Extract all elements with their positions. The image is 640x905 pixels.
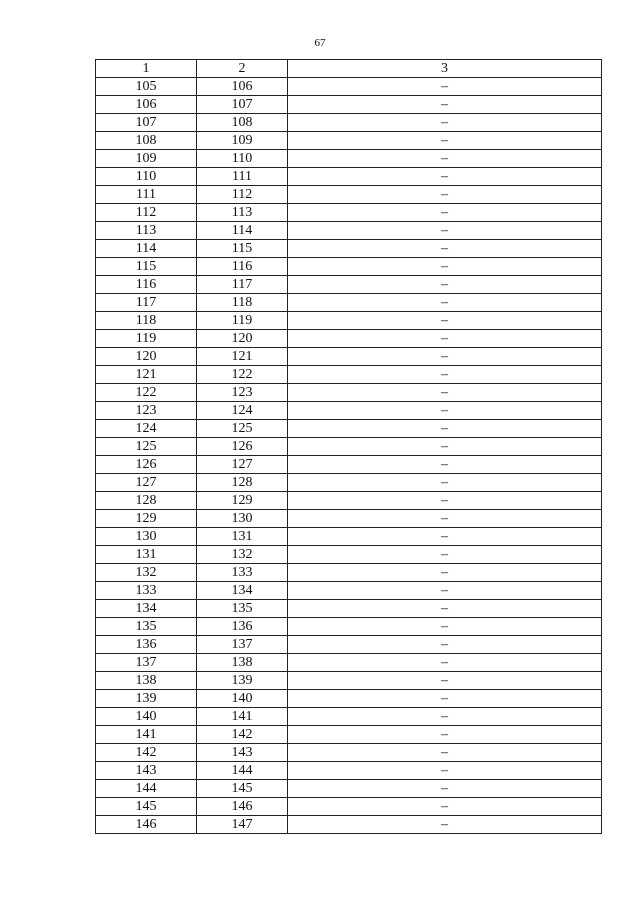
table-cell-col-2: 135 xyxy=(197,600,288,618)
table-row xyxy=(96,402,602,420)
table-cell-col-2: 127 xyxy=(197,456,288,474)
table-cell-col-2: 122 xyxy=(197,366,288,384)
table-cell-col-2: 130 xyxy=(197,510,288,528)
table-cell-col-1: 122 xyxy=(96,384,197,402)
table-row xyxy=(96,744,602,762)
table-cell-col-1: 146 xyxy=(96,816,197,834)
table-header xyxy=(96,60,602,78)
table-row xyxy=(96,114,602,132)
table-cell-col-1: 134 xyxy=(96,600,197,618)
table-cell-col-2: 134 xyxy=(197,582,288,600)
table-row xyxy=(96,582,602,600)
table-cell-col-1: 124 xyxy=(96,420,197,438)
table-row xyxy=(96,708,602,726)
table-cell-col-3: – xyxy=(288,510,602,528)
table-cell-col-1: 113 xyxy=(96,222,197,240)
table-row xyxy=(96,780,602,798)
table-cell-col-2: 146 xyxy=(197,798,288,816)
table-cell-col-2: 125 xyxy=(197,420,288,438)
table-row xyxy=(96,294,602,312)
table-cell-col-2: 117 xyxy=(197,276,288,294)
table-cell-col-1: 120 xyxy=(96,348,197,366)
table-row xyxy=(96,456,602,474)
table-cell-col-3: – xyxy=(288,114,602,132)
table-cell-col-2: 139 xyxy=(197,672,288,690)
table-cell-col-2: 138 xyxy=(197,654,288,672)
table-cell-col-3: – xyxy=(288,168,602,186)
table-cell-col-2: 128 xyxy=(197,474,288,492)
table-cell-col-1: 130 xyxy=(96,528,197,546)
table-cell-col-2: 143 xyxy=(197,744,288,762)
table-cell-col-2: 112 xyxy=(197,186,288,204)
table-row xyxy=(96,240,602,258)
table-cell-col-1: 141 xyxy=(96,726,197,744)
table-cell-col-2: 145 xyxy=(197,780,288,798)
table-cell-col-3: – xyxy=(288,618,602,636)
table-cell-col-1: 142 xyxy=(96,744,197,762)
table-cell-col-3: – xyxy=(288,690,602,708)
table-cell-col-3: – xyxy=(288,528,602,546)
table-row xyxy=(96,726,602,744)
table-row xyxy=(96,186,602,204)
table-cell-col-2: 120 xyxy=(197,330,288,348)
table-row xyxy=(96,312,602,330)
table-row xyxy=(96,636,602,654)
table-cell-col-2: 136 xyxy=(197,618,288,636)
table-cell-col-3: – xyxy=(288,222,602,240)
table-cell-col-1: 125 xyxy=(96,438,197,456)
table-cell-col-2: 133 xyxy=(197,564,288,582)
table-cell-col-3: – xyxy=(288,708,602,726)
table-cell-col-2: 110 xyxy=(197,150,288,168)
table-cell-col-3: – xyxy=(288,582,602,600)
table-row xyxy=(96,600,602,618)
table-row xyxy=(96,384,602,402)
table-cell-col-2: 114 xyxy=(197,222,288,240)
table-cell-col-1: 109 xyxy=(96,150,197,168)
table-cell-col-1: 128 xyxy=(96,492,197,510)
table-row xyxy=(96,798,602,816)
table-cell-col-3: – xyxy=(288,474,602,492)
table-row xyxy=(96,672,602,690)
table-cell-col-2: 107 xyxy=(197,96,288,114)
table-cell-col-2: 141 xyxy=(197,708,288,726)
header-row xyxy=(96,60,602,78)
column-header-1: 1 xyxy=(96,60,197,78)
table-cell-col-1: 140 xyxy=(96,708,197,726)
table-cell-col-2: 137 xyxy=(197,636,288,654)
table-row xyxy=(96,816,602,834)
table-cell-col-1: 106 xyxy=(96,96,197,114)
table-cell-col-1: 131 xyxy=(96,546,197,564)
table-cell-col-1: 115 xyxy=(96,258,197,276)
table-row xyxy=(96,348,602,366)
table-cell-col-1: 121 xyxy=(96,366,197,384)
table-row xyxy=(96,96,602,114)
table-cell-col-2: 147 xyxy=(197,816,288,834)
table-row xyxy=(96,654,602,672)
table-cell-col-3: – xyxy=(288,384,602,402)
table-cell-col-3: – xyxy=(288,276,602,294)
table-cell-col-2: 109 xyxy=(197,132,288,150)
table-cell-col-1: 117 xyxy=(96,294,197,312)
table-row xyxy=(96,474,602,492)
table-cell-col-2: 111 xyxy=(197,168,288,186)
table-cell-col-1: 105 xyxy=(96,78,197,96)
table-row xyxy=(96,330,602,348)
table-cell-col-1: 118 xyxy=(96,312,197,330)
table-cell-col-2: 142 xyxy=(197,726,288,744)
table-cell-col-1: 107 xyxy=(96,114,197,132)
table-row xyxy=(96,690,602,708)
table-cell-col-1: 143 xyxy=(96,762,197,780)
table-row xyxy=(96,618,602,636)
table-cell-col-2: 129 xyxy=(197,492,288,510)
table-cell-col-3: – xyxy=(288,672,602,690)
table-row xyxy=(96,204,602,222)
table-row xyxy=(96,276,602,294)
table-cell-col-3: – xyxy=(288,492,602,510)
table-cell-col-1: 136 xyxy=(96,636,197,654)
table-cell-col-3: – xyxy=(288,654,602,672)
table-row xyxy=(96,492,602,510)
table-cell-col-3: – xyxy=(288,816,602,834)
table-cell-col-2: 108 xyxy=(197,114,288,132)
table-cell-col-2: 124 xyxy=(197,402,288,420)
table-cell-col-1: 129 xyxy=(96,510,197,528)
table-cell-col-1: 123 xyxy=(96,402,197,420)
table-row xyxy=(96,168,602,186)
table-row xyxy=(96,438,602,456)
table-cell-col-1: 145 xyxy=(96,798,197,816)
table-body xyxy=(96,78,602,834)
table-cell-col-1: 135 xyxy=(96,618,197,636)
table-cell-col-2: 144 xyxy=(197,762,288,780)
table-cell-col-2: 140 xyxy=(197,690,288,708)
table-row xyxy=(96,258,602,276)
table-cell-col-1: 137 xyxy=(96,654,197,672)
table-cell-col-2: 126 xyxy=(197,438,288,456)
table-cell-col-3: – xyxy=(288,348,602,366)
table-cell-col-3: – xyxy=(288,564,602,582)
table-cell-col-1: 126 xyxy=(96,456,197,474)
table-cell-col-1: 110 xyxy=(96,168,197,186)
table-row xyxy=(96,762,602,780)
table-cell-col-1: 112 xyxy=(96,204,197,222)
table-cell-col-3: – xyxy=(288,438,602,456)
table-cell-col-3: – xyxy=(288,366,602,384)
table-cell-col-2: 115 xyxy=(197,240,288,258)
table-cell-col-3: – xyxy=(288,312,602,330)
table-cell-col-1: 144 xyxy=(96,780,197,798)
table-row xyxy=(96,222,602,240)
table-cell-col-3: – xyxy=(288,456,602,474)
table-cell-col-3: – xyxy=(288,96,602,114)
table-cell-col-1: 132 xyxy=(96,564,197,582)
table-cell-col-2: 132 xyxy=(197,546,288,564)
table-row xyxy=(96,528,602,546)
table-cell-col-3: – xyxy=(288,150,602,168)
table-cell-col-3: – xyxy=(288,762,602,780)
table-row xyxy=(96,510,602,528)
table-cell-col-1: 139 xyxy=(96,690,197,708)
table-cell-col-1: 119 xyxy=(96,330,197,348)
table-row xyxy=(96,366,602,384)
table-cell-col-3: – xyxy=(288,240,602,258)
table-cell-col-1: 133 xyxy=(96,582,197,600)
table-cell-col-2: 113 xyxy=(197,204,288,222)
table-row xyxy=(96,546,602,564)
page-number: 67 xyxy=(314,37,326,49)
table-row xyxy=(96,420,602,438)
table-cell-col-3: – xyxy=(288,798,602,816)
table-cell-col-1: 127 xyxy=(96,474,197,492)
table-cell-col-1: 116 xyxy=(96,276,197,294)
column-header-2: 2 xyxy=(197,60,288,78)
table-cell-col-2: 116 xyxy=(197,258,288,276)
table-cell-col-1: 108 xyxy=(96,132,197,150)
table-cell-col-1: 138 xyxy=(96,672,197,690)
table-cell-col-2: 121 xyxy=(197,348,288,366)
table-cell-col-3: – xyxy=(288,204,602,222)
table-cell-col-2: 106 xyxy=(197,78,288,96)
table-row xyxy=(96,78,602,96)
table-cell-col-3: – xyxy=(288,186,602,204)
column-header-3: 3 xyxy=(288,60,602,78)
table-cell-col-3: – xyxy=(288,726,602,744)
table-cell-col-3: – xyxy=(288,546,602,564)
table-cell-col-1: 111 xyxy=(96,186,197,204)
table-cell-col-3: – xyxy=(288,78,602,96)
table-cell-col-2: 131 xyxy=(197,528,288,546)
table-cell-col-1: 114 xyxy=(96,240,197,258)
table-cell-col-3: – xyxy=(288,780,602,798)
table-cell-col-3: – xyxy=(288,330,602,348)
table-row xyxy=(96,150,602,168)
table-cell-col-3: – xyxy=(288,744,602,762)
table-cell-col-3: – xyxy=(288,420,602,438)
table-cell-col-3: – xyxy=(288,402,602,420)
table-cell-col-3: – xyxy=(288,132,602,150)
table-cell-col-2: 123 xyxy=(197,384,288,402)
table-cell-col-3: – xyxy=(288,258,602,276)
table-cell-col-3: – xyxy=(288,636,602,654)
table-cell-col-2: 119 xyxy=(197,312,288,330)
data-table xyxy=(95,59,602,834)
table-cell-col-2: 118 xyxy=(197,294,288,312)
table-cell-col-3: – xyxy=(288,600,602,618)
table-row xyxy=(96,132,602,150)
table-cell-col-3: – xyxy=(288,294,602,312)
table-row xyxy=(96,564,602,582)
